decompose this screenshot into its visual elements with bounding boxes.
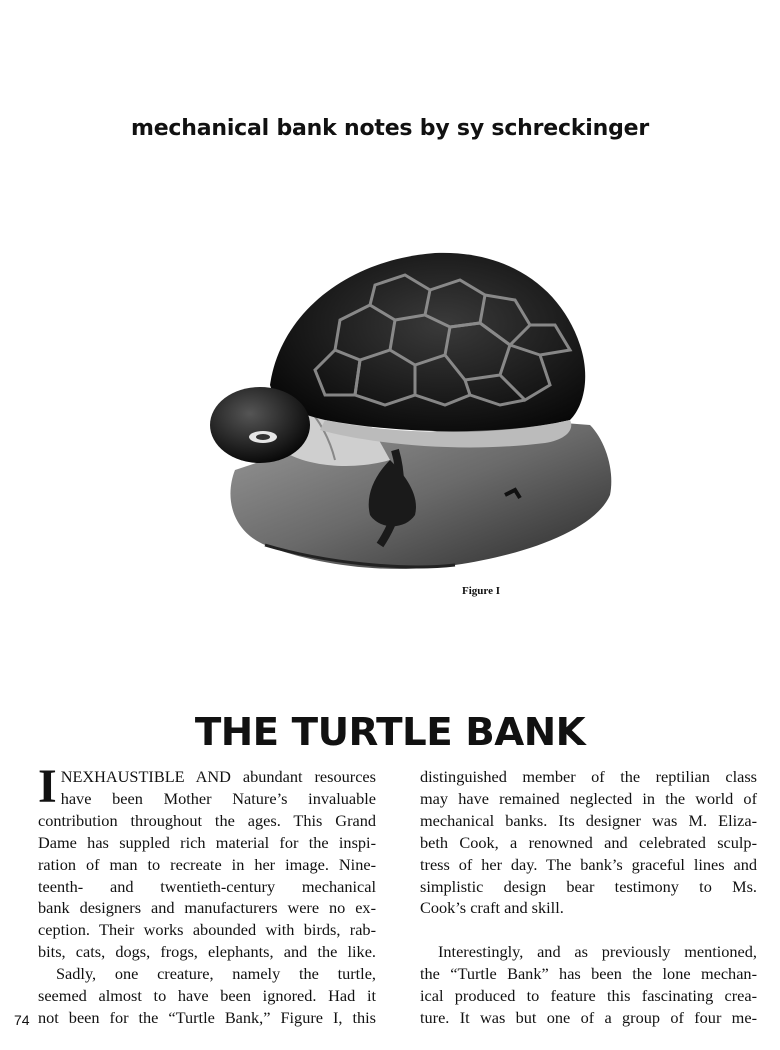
- running-header: mechanical bank notes by sy schreckinger: [130, 116, 649, 141]
- text-line: have been Mother Nature’s invaluable: [60, 788, 376, 808]
- text-line: may have remained neglected in the world of: [420, 788, 757, 808]
- text-line: Sadly, one creature, namely the turtle,: [56, 964, 376, 984]
- text-line: ical produced to feature this fascinating crea-: [420, 986, 757, 1006]
- text-line: bank designers and manufacturers were no ex-: [38, 898, 376, 918]
- page-number: 74: [14, 1012, 30, 1028]
- text-line: beth Cook, a renowned and celebrated sculp-: [420, 832, 757, 852]
- text-line: not been for the “Turtle Bank,” Figure I, this: [38, 1007, 376, 1027]
- text-line: [38, 766, 376, 788]
- text-line: ration of man to recreate in her image. Nine-: [38, 854, 376, 874]
- paragraph-gap: [420, 919, 757, 941]
- text-line: teenth- and twentieth-century mechanical: [38, 876, 376, 896]
- text-line: tress of her day. The bank’s graceful lines and: [420, 854, 757, 874]
- right-column: [420, 766, 757, 1029]
- lead-smallcaps: NEXHAUSTIBLE AND: [60, 767, 231, 786]
- text-line: Cook’s craft and skill.: [420, 898, 564, 918]
- text-line: seemed almost to have been ignored. Had it: [38, 986, 376, 1006]
- text-line: ture. It was but one of a group of four me-: [420, 1008, 757, 1028]
- article-title: THE TURTLE BANK: [194, 710, 586, 754]
- text-line: the “Turtle Bank” has been the lone mechan-: [420, 964, 757, 984]
- text-line: Interestingly, and as previously mentioned,: [438, 942, 757, 962]
- left-column: [38, 760, 376, 1029]
- text-line: mechanical banks. Its designer was M. Eliza-: [420, 810, 757, 830]
- text-line: bits, cats, dogs, frogs, elephants, and the like.: [38, 942, 376, 962]
- text-line: contribution throughout the ages. This Grand: [38, 810, 376, 830]
- turtle-bank-photo: [205, 245, 620, 585]
- text-line: Dame has suppled rich material for the inspi-: [38, 832, 376, 852]
- text-line: distinguished member of the reptilian class: [420, 767, 757, 786]
- text-line-part: abundant resources: [242, 767, 376, 786]
- figure-caption: Figure I: [462, 585, 500, 597]
- drop-cap: I: [38, 760, 57, 813]
- text-line: ception. Their works abounded with birds, rab-: [38, 920, 376, 940]
- text-line: simplistic design bear testimony to Ms.: [420, 876, 757, 896]
